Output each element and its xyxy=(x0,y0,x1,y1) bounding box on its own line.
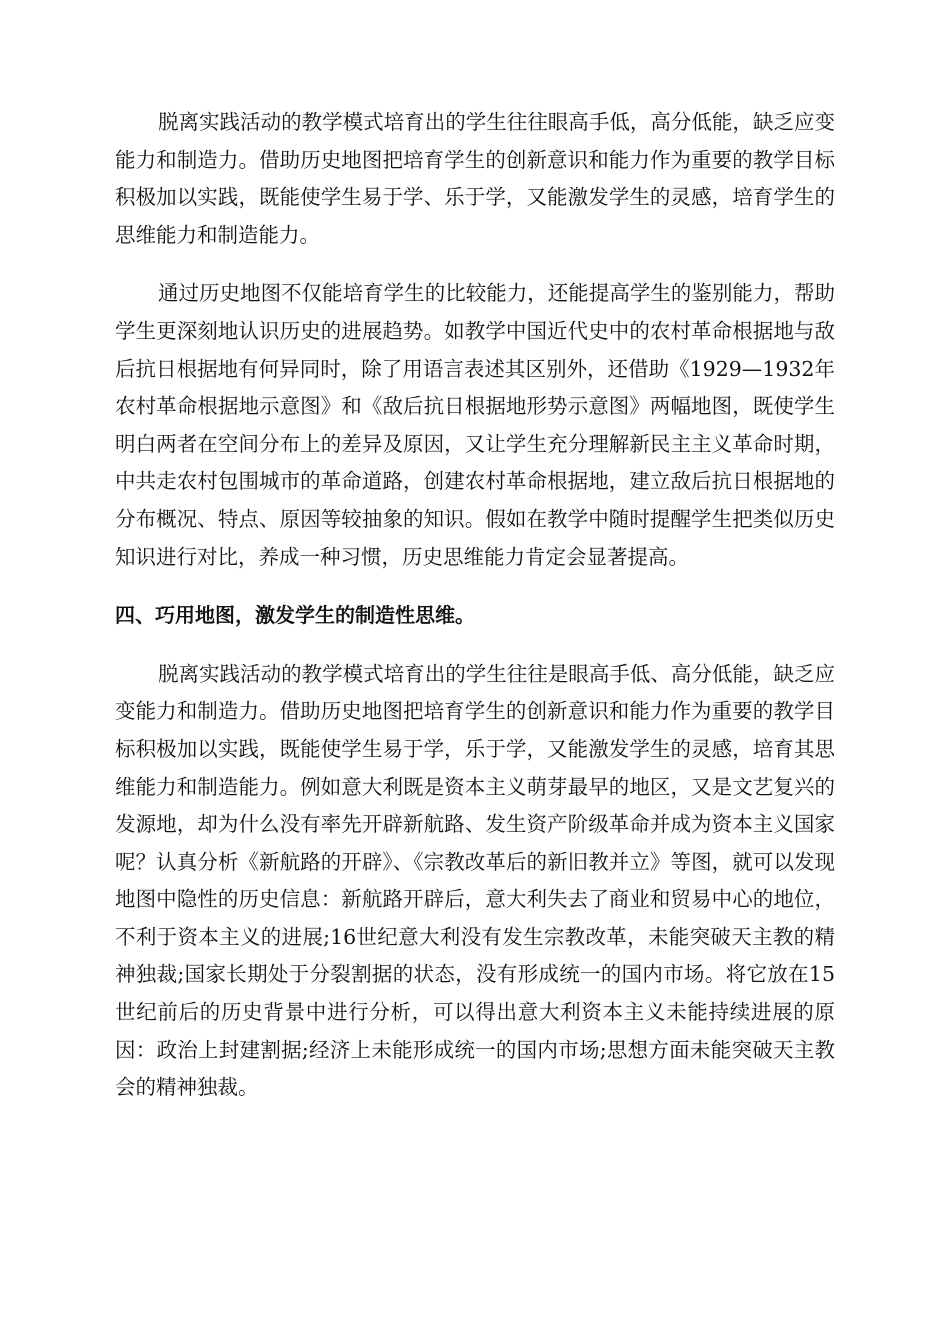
paragraph-comparison-ability: 通过历史地图不仅能培育学生的比较能力，还能提高学生的鉴别能力，帮助学生更深刻地认识历史的进展趋势。如教学中国近代史中的农村革命根据地与敌后抗日根据地有何异同时，除了用语言表述其区别外，还借助《1929—1932年农村革命根据地示意图》和《敌后抗日根据地形势示意图》两幅地图，既使学生明白两者在空间分布上的差异及原因，又让学生充分理解新民主主义革命时期，中共走农村包围城市的革命道路，创建农村革命根据地，建立敌后抗日根据地的分布概况、特点、原因等较抽象的知识。假如在教学中随时提醒学生把类似历史知识进行对比，养成一种习惯，历史思维能力肯定会显著提高。 xyxy=(115,281,835,569)
section-heading-four: 四、巧用地图，激发学生的制造性思维。 xyxy=(115,603,475,628)
paragraph-spacer xyxy=(115,635,835,656)
paragraph-spacer xyxy=(115,254,835,275)
paragraph-spacer xyxy=(115,576,835,597)
paragraph-italy-example: 脱离实践活动的教学模式培育出的学生往往是眼高手低、高分低能，缺乏应变能力和制造力。借助历史地图把培育学生的创新意识和能力作为重要的教学目标积极加以实践，既能使学生易于学，乐于学，又能激发学生的灵感，培育其思维能力和制造能力。例如意大利既是资本主义萌芽最早的地区，又是文艺复兴的发源地，却为什么没有率先开辟新航路、发生资产阶级革命并成为资本主义国家呢？认真分析《新航路的开辟》、《宗教改革后的新旧教并立》等图，就可以发现地图中隐性的历史信息：新航路开辟后，意大利失去了商业和贸易中心的地位，不利于资本主义的进展;16世纪意大利没有发生宗教改革，未能突破天主教的精神独裁;国家长期处于分裂割据的状态，没有形成统一的国内市场。将它放在15世纪前后的历史背景中进行分析，可以得出意大利资本主义未能持续进展的原因：政治上封建割据;经济上未能形成统一的国内市场;思想方面未能突破天主教会的精神独裁。 xyxy=(115,661,835,1100)
paragraph-creativity-intro: 脱离实践活动的教学模式培育出的学生往往眼高手低，高分低能，缺乏应变能力和制造力。借助历史地图把培育学生的创新意识和能力作为重要的教学目标积极加以实践，既能使学生易于学、乐于学，又能激发学生的灵感，培育学生的思维能力和制造能力。 xyxy=(115,110,835,247)
document-page xyxy=(115,104,835,1107)
